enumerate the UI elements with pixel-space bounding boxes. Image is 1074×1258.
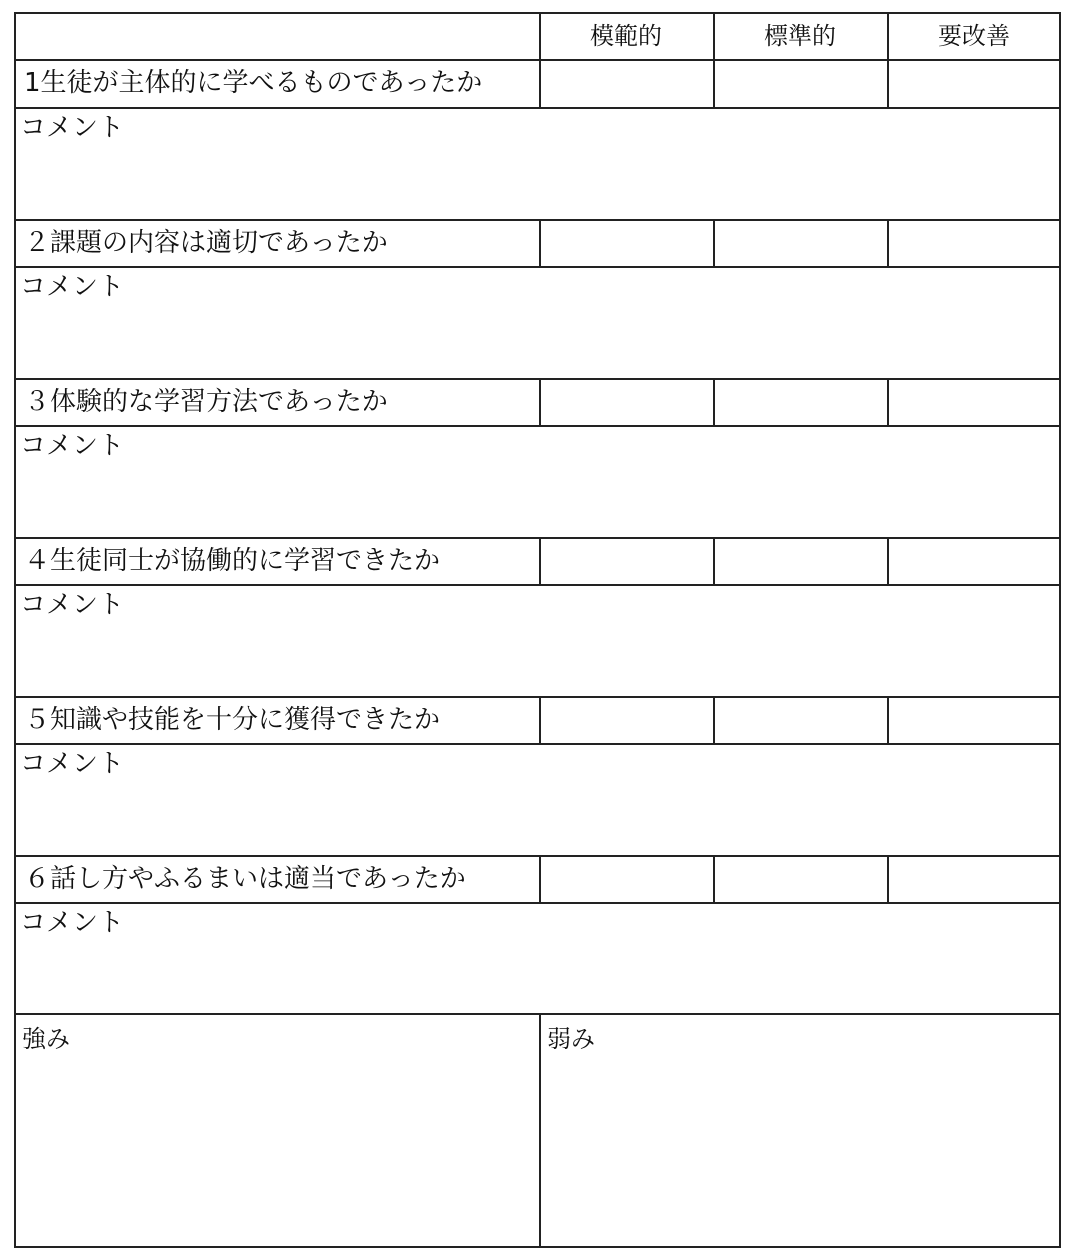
- column-divider: [713, 219, 715, 267]
- q3-needs-improvement-cell[interactable]: [889, 380, 1061, 426]
- column-divider: [713, 855, 715, 903]
- column-divider: [539, 14, 541, 107]
- q5-needs-improvement-cell[interactable]: [889, 698, 1061, 744]
- column-divider: [713, 696, 715, 744]
- question-5-label: ５知識や技能を十分に獲得できたか: [24, 705, 441, 735]
- column-divider: [713, 378, 715, 426]
- q1-exemplary-cell[interactable]: [541, 61, 713, 107]
- q3-standard-cell[interactable]: [715, 380, 887, 426]
- q2-exemplary-cell[interactable]: [541, 221, 713, 267]
- q4-exemplary-cell[interactable]: [541, 539, 713, 585]
- q3-exemplary-cell[interactable]: [541, 380, 713, 426]
- header-blank: [16, 14, 539, 60]
- question-1-comment[interactable]: [16, 109, 1059, 219]
- evaluation-sheet: [14, 12, 1061, 1248]
- question-3-label: ３体験的な学習方法であったか: [24, 387, 388, 417]
- question-2-comment[interactable]: [16, 268, 1059, 378]
- weaknesses-box[interactable]: [541, 1015, 1059, 1246]
- q4-needs-improvement-cell[interactable]: [889, 539, 1061, 585]
- q6-standard-cell[interactable]: [715, 857, 887, 903]
- column-divider: [887, 855, 889, 903]
- comment-label: コメント: [20, 749, 125, 779]
- column-divider: [539, 696, 541, 744]
- strengths-box[interactable]: [16, 1015, 539, 1246]
- q1-standard-cell[interactable]: [715, 61, 887, 107]
- column-divider: [539, 855, 541, 903]
- q6-needs-improvement-cell[interactable]: [889, 857, 1061, 903]
- comment-label: コメント: [20, 431, 125, 461]
- question-6-label: ６話し方やふるまいは適当であったか: [24, 864, 466, 894]
- question-4-label: ４生徒同士が協働的に学習できたか: [24, 546, 441, 576]
- column-divider: [887, 378, 889, 426]
- question-1-label: 1生徒が主体的に学べるものであったか: [24, 68, 483, 98]
- question-3-comment[interactable]: [16, 427, 1059, 537]
- question-4-comment[interactable]: [16, 586, 1059, 696]
- column-divider: [887, 14, 889, 107]
- comment-label: コメント: [20, 113, 125, 143]
- column-divider: [887, 537, 889, 585]
- comment-label: コメント: [20, 908, 125, 938]
- question-2-label: ２課題の内容は適切であったか: [24, 228, 388, 258]
- q2-needs-improvement-cell[interactable]: [889, 221, 1061, 267]
- header-exemplary: 模範的: [590, 22, 662, 50]
- q5-exemplary-cell[interactable]: [541, 698, 713, 744]
- summary-divider: [539, 1013, 541, 1246]
- comment-label: コメント: [20, 590, 125, 620]
- header-needs-improvement: 要改善: [938, 22, 1010, 50]
- weaknesses-label: 弱み: [547, 1025, 595, 1053]
- header-standard: 標準的: [764, 22, 836, 50]
- question-5-comment[interactable]: [16, 745, 1059, 855]
- q1-needs-improvement-cell[interactable]: [889, 61, 1061, 107]
- strengths-label: 強み: [22, 1025, 70, 1053]
- column-divider: [887, 696, 889, 744]
- question-6-comment[interactable]: [16, 904, 1059, 1013]
- column-divider: [539, 219, 541, 267]
- column-divider: [713, 537, 715, 585]
- q2-standard-cell[interactable]: [715, 221, 887, 267]
- column-divider: [539, 537, 541, 585]
- column-divider: [713, 14, 715, 107]
- q6-exemplary-cell[interactable]: [541, 857, 713, 903]
- q5-standard-cell[interactable]: [715, 698, 887, 744]
- comment-label: コメント: [20, 272, 125, 302]
- q4-standard-cell[interactable]: [715, 539, 887, 585]
- column-divider: [539, 378, 541, 426]
- column-divider: [887, 219, 889, 267]
